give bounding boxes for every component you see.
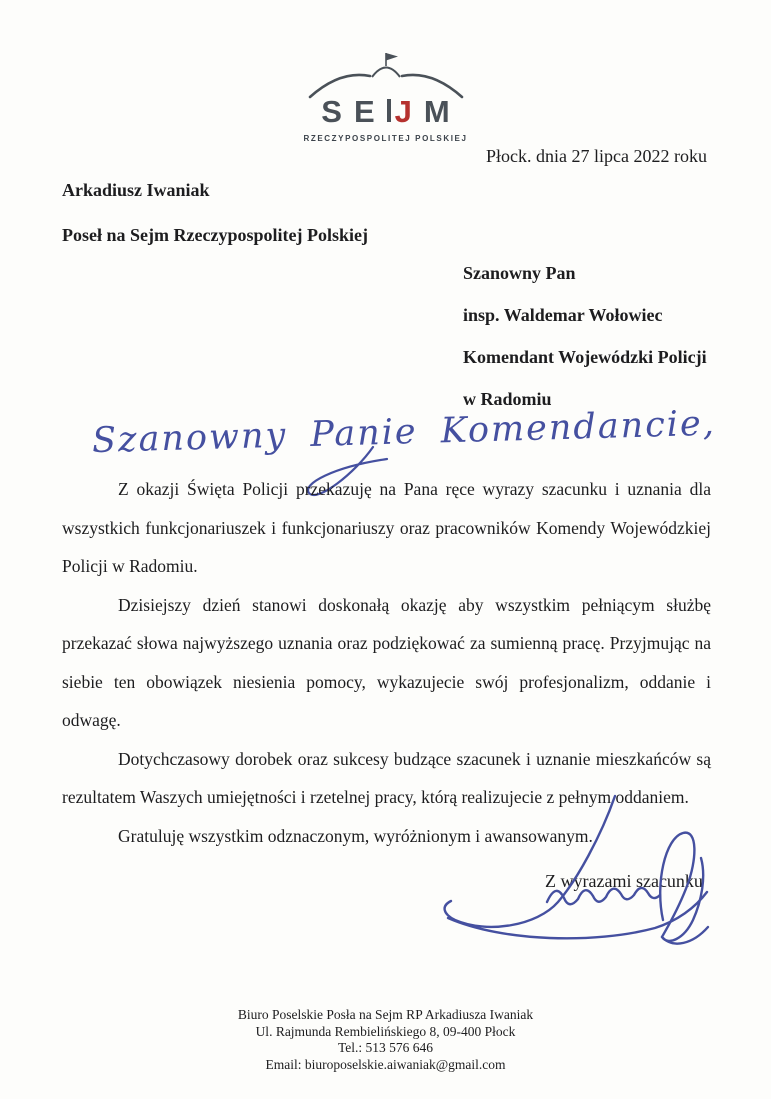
recipient-salutation: Szanowny Pan bbox=[463, 263, 576, 283]
date-line: Płock. dnia 27 lipca 2022 roku bbox=[486, 146, 707, 166]
handwritten-greeting: Szanowny Panie Komendancie, bbox=[91, 403, 717, 462]
logo-letter-s: S bbox=[321, 94, 342, 129]
sender-title: Poseł na Sejm Rzeczypospolitej Polskiej bbox=[62, 225, 368, 245]
sejm-dome-icon bbox=[306, 50, 466, 100]
footer-phone: Tel.: 513 576 646 bbox=[337, 1040, 434, 1055]
closing-phrase: Z wyrazami szacunku bbox=[545, 871, 703, 891]
footer-address: Ul. Rajmunda Rembielińskiego 8, 09-400 Płock bbox=[255, 1023, 516, 1039]
signature-scribble bbox=[415, 788, 745, 968]
sejm-logo-wordmark bbox=[315, 96, 455, 127]
recipient-city: w Radomiu bbox=[463, 389, 552, 409]
paragraph-1: Z okazji Święta Policji przekazuję na Pana ręce wyrazy szacunku i uznania dla wszystkich funkcjonariuszek i funkcjonariuszy oraz pracowników Komendy Wojewódzkiej Policji w Radomiu. bbox=[62, 479, 711, 576]
sejm-logo bbox=[0, 50, 771, 143]
paragraph-3: Dotychczasowy dorobek oraz sukcesy budzące szacunek i uznanie mieszkańców są rezultatem Waszych umiejętności i rzetelnej pracy, którą realizujecie z pełnym oddaniem. bbox=[62, 748, 711, 807]
footer-office-name: Biuro Poselskie Posła na Sejm RP Arkadiusza Iwaniak bbox=[237, 1007, 534, 1022]
logo-letter-j: J bbox=[381, 96, 418, 127]
logo-letter-m: M bbox=[423, 94, 450, 129]
logo-letter-e: E bbox=[353, 94, 375, 129]
footer-email: Email: biuroposelskie.aiwaniak@gmail.com bbox=[265, 1056, 506, 1072]
logo-subtitle: RZECZYPOSPOLITEJ POLSKIEJ bbox=[303, 134, 468, 143]
paragraph-4: Gratuluję wszystkim odznaczonym, wyróżnionym i awansowanym. bbox=[118, 825, 593, 846]
recipient-name: insp. Waldemar Wołowiec bbox=[463, 305, 663, 325]
footer-office-details bbox=[0, 1007, 771, 1073]
sender-block bbox=[62, 180, 368, 246]
sender-name: Arkadiusz Iwaniak bbox=[62, 180, 210, 200]
recipient-position: Komendant Wojewódzki Policji bbox=[463, 347, 707, 367]
paragraph-2: Dzisiejszy dzień stanowi doskonałą okazję aby wszystkim pełniącym służbę przekazać słowa najwyższego uznania oraz podziękować za sumienną pracę. Przyjmując na siebie ten obowiązek niesienia pomocy, wykazujecie swój profesjonalizm, oddanie i odwagę. bbox=[62, 594, 711, 730]
